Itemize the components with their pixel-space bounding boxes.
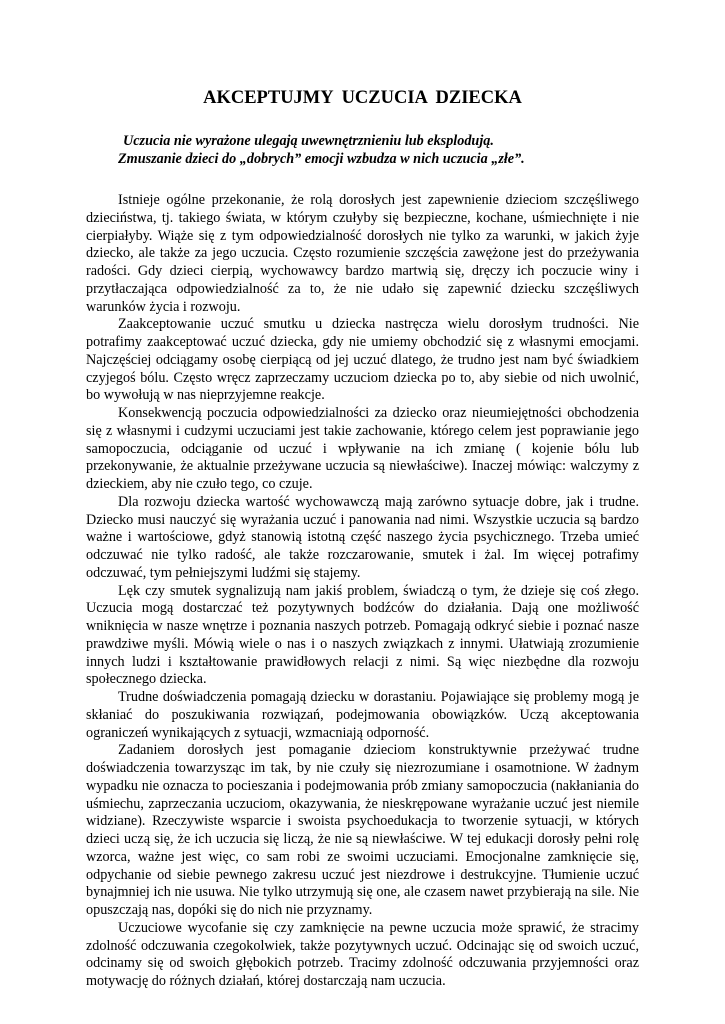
- paragraph: Konsekwencją poczucia odpowiedzialności za dziecko oraz nieumiejętności obchodzenia się z własnymi i cudzymi uczuciami jest takie zachowanie, którego celem jest poprawianie jego samopoczucia, odciąganie od uczuć i wpływanie na ich zmianę ( kojenie bólu lub przekonywanie, że aktualnie przeżywane uczucia są niewłaściwe). Inaczej mówiąc: walczymy z dzieckiem, aby nie czuło tego, co czuje.: [86, 405, 639, 492]
- paragraph: Zadaniem dorosłych jest pomaganie dzieciom konstruktywnie przeżywać trudne doświadczenia towarzysząc im tak, by nie czuły się niezrozumiane i osamotnione. W żadnym wypadku nie oznacza to pocieszania i podejmowania prób zmiany samopoczucia (nakłaniania do uśmiechu, zaprzeczania uczuciom, okazywania, że nieskrępowane wyrażanie uczuć jest niemile widziane). Rzeczywiste wsparcie i swoista psychoedukacja to tworzenie sytuacji, w których dzieci uczą się, że ich uczucia się liczą, że nie są niewłaściwe. W tej edukacji dorosły pełni rolę wzorca, ważne jest więc, co sam robi ze swoimi uczuciami. Emocjonalne zamknięcie się, odpychanie od siebie pewnego zakresu uczuć jest niezdrowe i destrukcyjne. Tłumienie uczuć bynajmniej ich nie usuwa. Nie tylko utrzymują się one, ale czasem nawet przybierają na sile. Nie opuszczają nas, dopóki się do nich nie przyznamy.: [86, 742, 639, 918]
- lead-line: Zmuszanie dzieci do „dobrych” emocji wzbudza w nich uczucia „złe”.: [118, 151, 525, 167]
- paragraph: Dla rozwoju dziecka wartość wychowawczą mają zarówno sytuacje dobre, jak i trudne. Dziecko musi nauczyć się wyrażania uczuć i panowania nad nimi. Wszystkie uczucia są bardzo ważne i wartościowe, gdyż stanowią istotną część naszego życia psychicznego. Trzeba umieć odczuwać nie tylko radość, ale także rozczarowanie, smutek i żal. Im więcej potrafimy odczuwać, tym pełniejszymi ludźmi się stajemy.: [86, 493, 639, 581]
- page-title: AKCEPTUJMY UCZUCIA DZIECKA: [203, 88, 522, 108]
- paragraph: Istnieje ogólne przekonanie, że rolą dorosłych jest zapewnienie dzieciom szczęśliwego dzieciństwa, tj. takiego świata, w którym czułyby się bezpieczne, kochane, uśmiechnięte i nie cierpiałyby. Wiąże się z tym odpowiedzialność dorosłych nie tylko za warunki, w jakich żyje dziecko, ale także za jego uczucia. Często rozumienie szczęścia zawężone jest do przeżywania radości. Gdy dzieci cierpią, wychowawcy bardzo martwią się, dręczy ich poczucie winy i przytłaczająca odpowiedzialność za to, że nie udało się zapewnić dziecku szczęśliwych warunków życia i rozwoju.: [86, 192, 639, 315]
- lead-line: Uczucia nie wyrażone ulegają uwewnętrznieniu lub eksplodują.: [123, 133, 494, 149]
- article-body: [86, 192, 639, 991]
- paragraph: Lęk czy smutek sygnalizują nam jakiś problem, świadczą o tym, że dzieje się coś złego. Uczucia mogą dostarczać też pozytywnych bodźców do działania. Dają one możliwość wniknięcia w nasze wnętrze i poznania naszych potrzeb. Pomagają odkryć siebie i poznać nasze prawdziwe myśli. Mówią wiele o nas i o naszych związkach z innymi. Ułatwiają zrozumienie innych ludzi i kształtowanie prawidłowych relacji z nimi. Są więc niezbędne dla rozwoju społecznego dziecka.: [86, 582, 639, 688]
- lead-quote: [86, 132, 639, 168]
- paragraph: Uczuciowe wycofanie się czy zamknięcie na pewne uczucia może sprawić, że stracimy zdolność odczuwania czegokolwiek, także pozytywnych uczuć. Odcinając się od swoich uczuć, odcinamy się od swoich głębokich potrzeb. Tracimy zdolność odczuwania przyjemności oraz motywację do różnych działań, której dostarczają nam uczucia.: [86, 919, 639, 989]
- paragraph: Zaakceptowanie uczuć smutku u dziecka nastręcza wielu dorosłym trudności. Nie potrafimy zaakceptować uczuć dziecka, gdy nie umiemy obchodzić się z własnymi emocjami. Najczęściej odciągamy osobę cierpiącą od jej uczuć dlatego, że trudno jest nam być świadkiem czyjegoś bólu. Często wręcz zaprzeczamy uczuciom dziecka po to, aby siebie od nich uwolnić, bo wywołują w nas nieprzyjemne reakcje.: [86, 316, 639, 404]
- paragraph: Trudne doświadczenia pomagają dziecku w dorastaniu. Pojawiające się problemy mogą je skłaniać do poszukiwania rozwiązań, podejmowania obowiązków. Uczą akceptowania ograniczeń wynikających z sytuacji, wzmacniają odporność.: [86, 689, 639, 741]
